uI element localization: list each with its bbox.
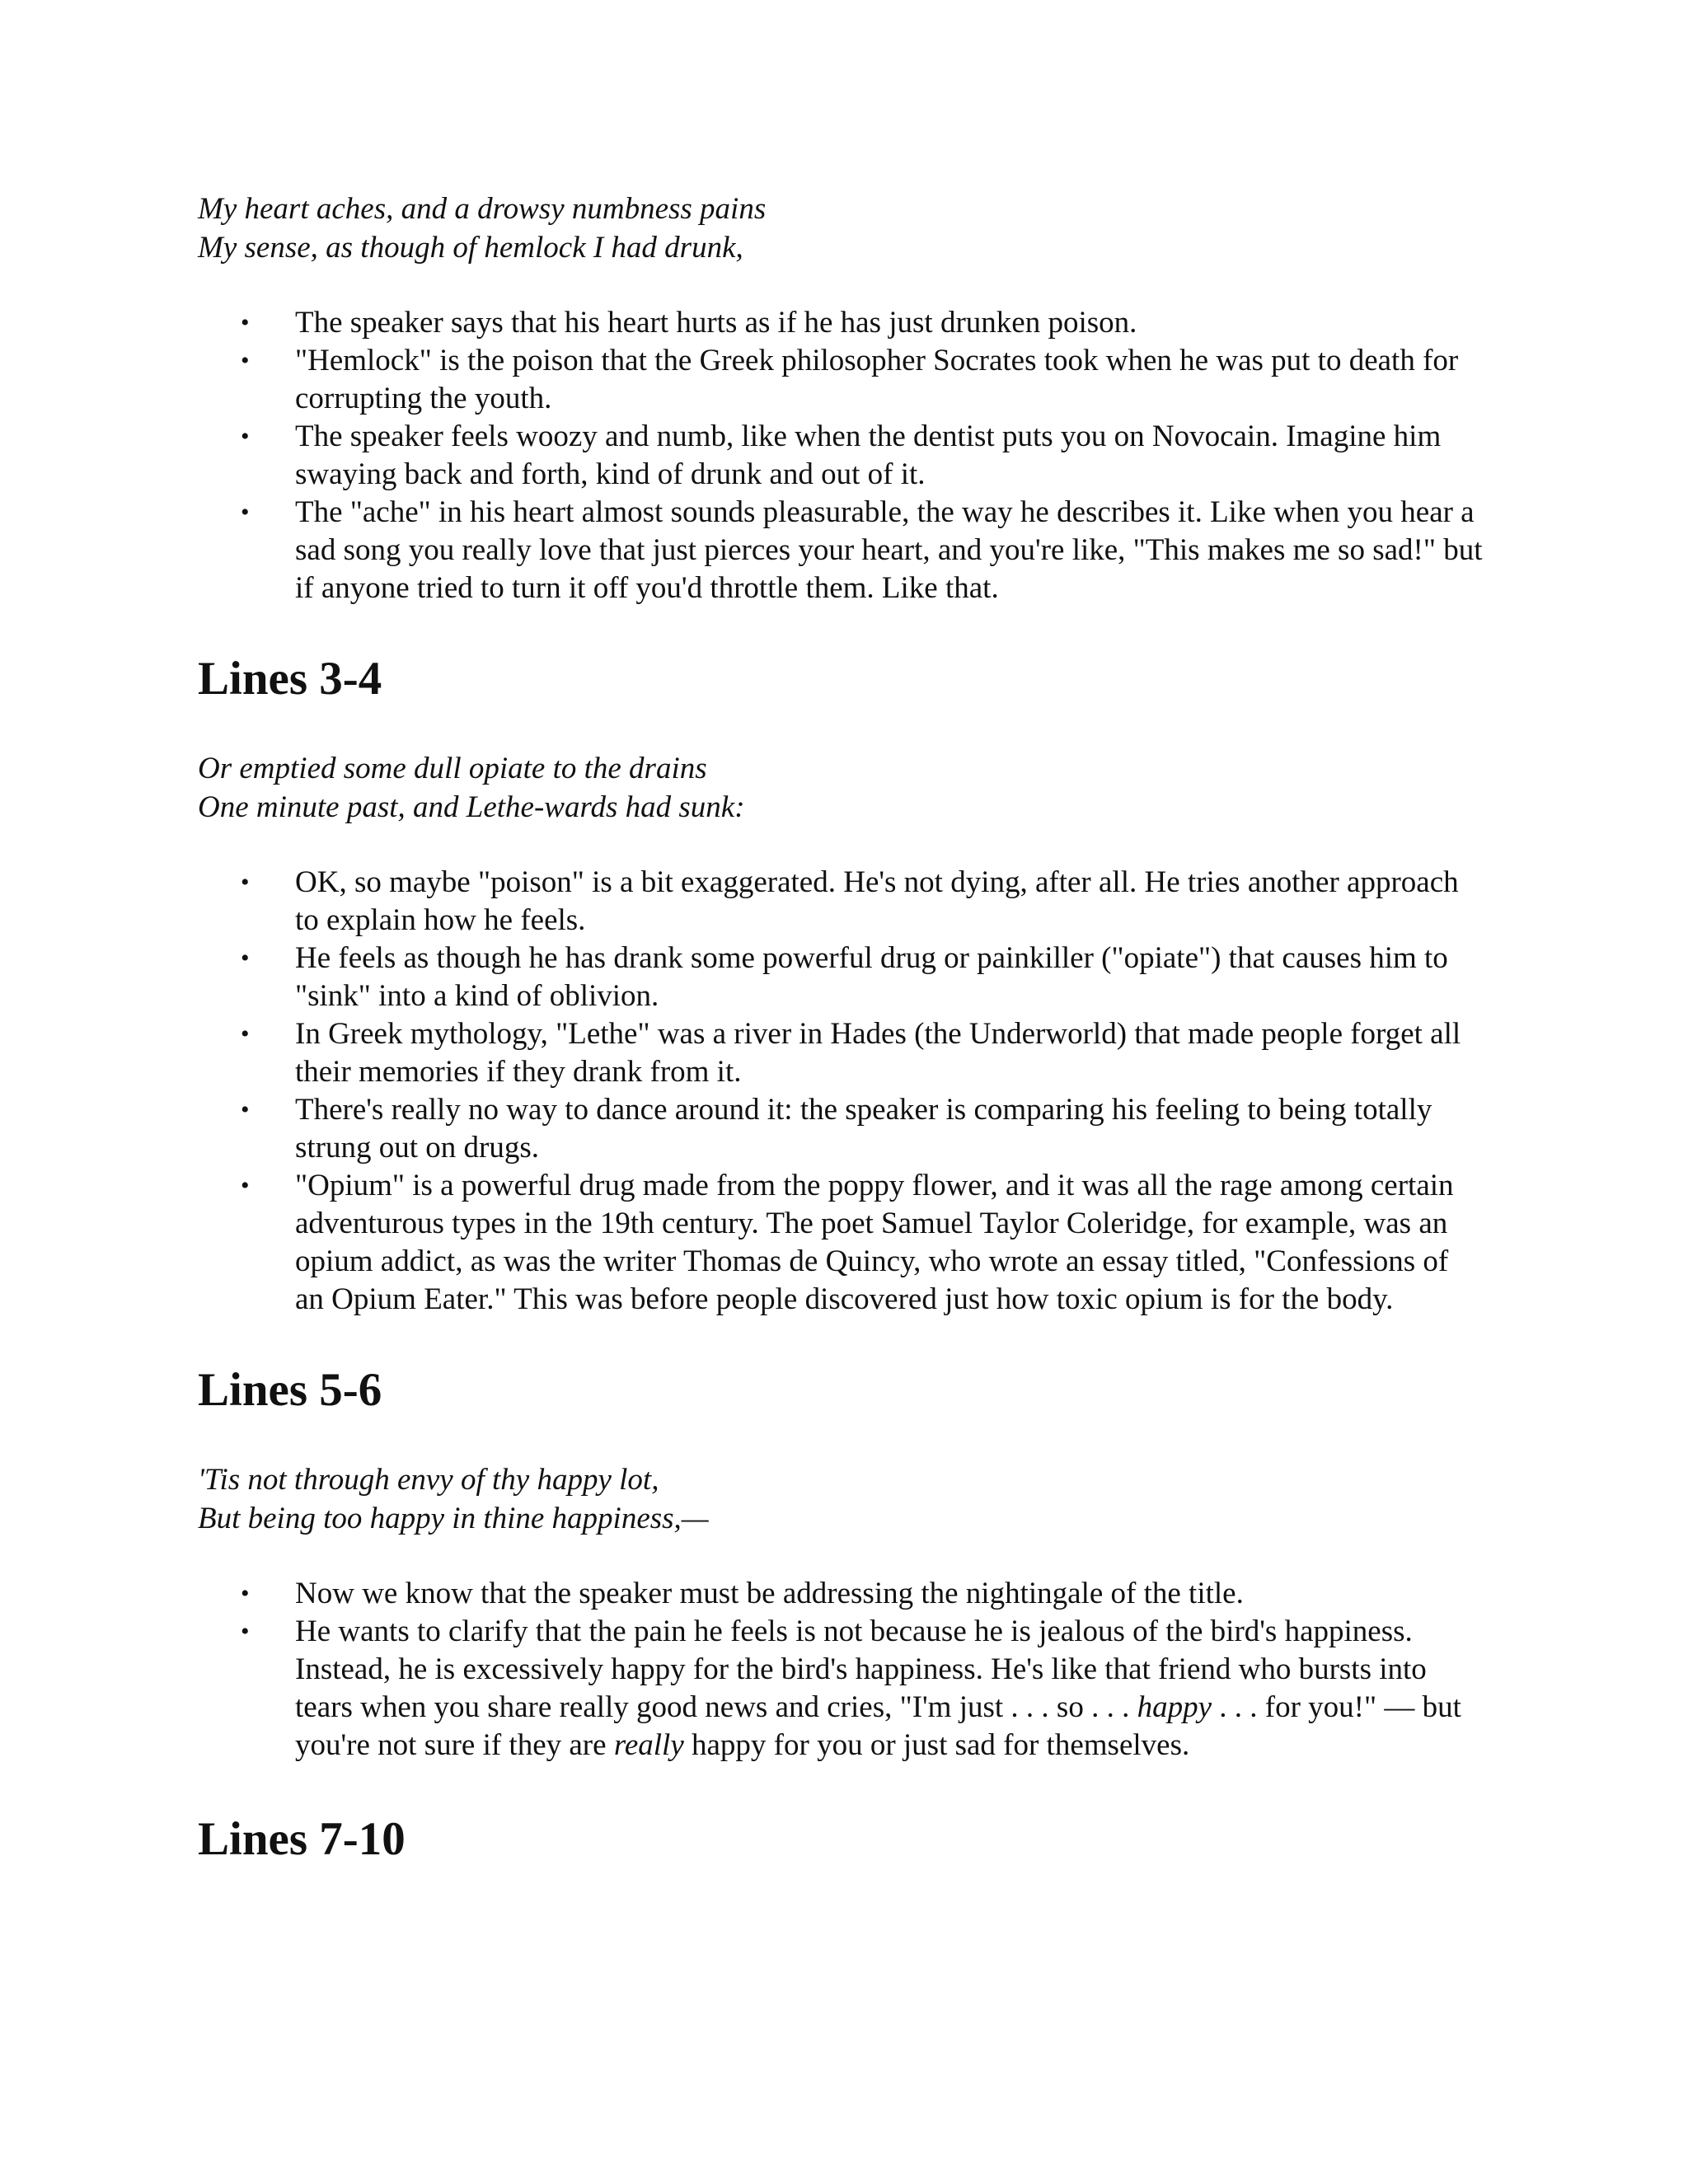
commentary-item (241, 494, 1484, 607)
commentary-text: happy for you or just sad for themselves. (683, 1728, 1190, 1762)
commentary-item (241, 864, 1484, 940)
section-heading: Lines 7-10 (198, 1813, 406, 1865)
commentary-item (241, 1167, 1484, 1319)
commentary-text: He wants to clarify that the pain he feels is not because he is jealous of the bird's happiness. Instead, he is excessively happy for the bird's happiness. He's like that friend who bursts into tears when you share really good news and cries, "I'm just . . . so . . . (295, 1615, 1427, 1724)
commentary-text: Now we know that the speaker must be addressing the nightingale of the title. (295, 1577, 1244, 1610)
section-heading: Lines 5-6 (198, 1364, 382, 1416)
poem-line: 'Tis not through envy of thy happy lot, (198, 1463, 659, 1497)
bullet-icon: • (241, 423, 250, 450)
poem-line: Or emptied some dull opiate to the drains (198, 752, 707, 785)
commentary-text: . . . for you!" — but you're not sure if they are (295, 1690, 1461, 1762)
bullet-icon: • (241, 1580, 250, 1607)
commentary-list (198, 1575, 1484, 1765)
commentary-text: He feels as though he has drank some powerful drug or painkiller ("opiate") that causes him to "sink" into a kind of oblivion. (295, 941, 1448, 1013)
section-lines-5-6 (198, 1363, 1484, 1765)
commentary-text: The "ache" in his heart almost sounds pleasurable, the way he describes it. Like when you hear a sad song you really love that just pierces your heart, and you're like, "This makes me so sad!" but if anyone tried to turn it off you'd throttle them. Like that. (295, 495, 1483, 605)
bullet-icon: • (241, 944, 250, 972)
commentary-item (241, 1015, 1484, 1091)
bullet-icon: • (241, 1020, 250, 1047)
commentary-text: The speaker says that his heart hurts as if he has just drunken poison. (295, 306, 1137, 340)
commentary-item (241, 342, 1484, 418)
commentary-text: "Opium" is a powerful drug made from the poppy flower, and it was all the rage among certain adventurous types in the 19th century. The poet Samuel Taylor Coleridge, for example, was an opium addict, as was the writer Thomas de Quincy, who wrote an essay titled, "Confessions of an Opium Eater." This was before people discovered just how toxic opium is for the body. (295, 1169, 1454, 1316)
commentary-item (241, 418, 1484, 494)
bullet-icon: • (241, 1096, 250, 1123)
poem-line: My sense, as though of hemlock I had drunk, (198, 231, 743, 265)
section-lines-7-10 (198, 1812, 1484, 1867)
commentary-text: The speaker feels woozy and numb, like when the dentist puts you on Novocain. Imagine him swaying back and forth, kind of drunk and out of it. (295, 419, 1442, 491)
bullet-icon: • (241, 347, 250, 374)
bullet-icon: • (241, 309, 250, 336)
commentary-item (241, 1091, 1484, 1167)
commentary-item (241, 1613, 1484, 1765)
commentary-text: There's really no way to dance around it: the speaker is comparing his feeling to being totally strung out on drugs. (295, 1093, 1432, 1165)
bullet-icon: • (241, 499, 250, 526)
emphasis-text: really (613, 1728, 684, 1762)
commentary-text: OK, so maybe "poison" is a bit exaggerated. He's not dying, after all. He tries another approach to explain how he feels. (295, 865, 1459, 937)
section-heading: Lines 3-4 (198, 653, 382, 705)
section-lines-3-4 (198, 652, 1484, 1319)
poem-line: One minute past, and Lethe-wards had sunk: (198, 790, 745, 824)
bullet-icon: • (241, 869, 250, 896)
intro-block (198, 190, 1484, 607)
poem-line: But being too happy in thine happiness,— (198, 1502, 709, 1535)
commentary-item (241, 1575, 1484, 1613)
commentary-list (198, 864, 1484, 1319)
commentary-list (198, 304, 1484, 607)
commentary-text: "Hemlock" is the poison that the Greek philosopher Socrates took when he was put to death for corrupting the youth. (295, 344, 1459, 415)
bullet-icon: • (241, 1172, 250, 1199)
poem-line: My heart aches, and a drowsy numbness pains (198, 192, 767, 226)
bullet-icon: • (241, 1618, 250, 1645)
poem-excerpt (198, 749, 1484, 827)
document-page (198, 190, 1484, 1867)
commentary-text: In Greek mythology, "Lethe" was a river in Hades (the Underworld) that made people forget all their memories if they drank from it. (295, 1017, 1461, 1089)
poem-excerpt (198, 1460, 1484, 1538)
poem-excerpt (198, 190, 1484, 267)
commentary-item (241, 304, 1484, 342)
emphasis-text: happy (1137, 1690, 1212, 1724)
commentary-item (241, 940, 1484, 1015)
